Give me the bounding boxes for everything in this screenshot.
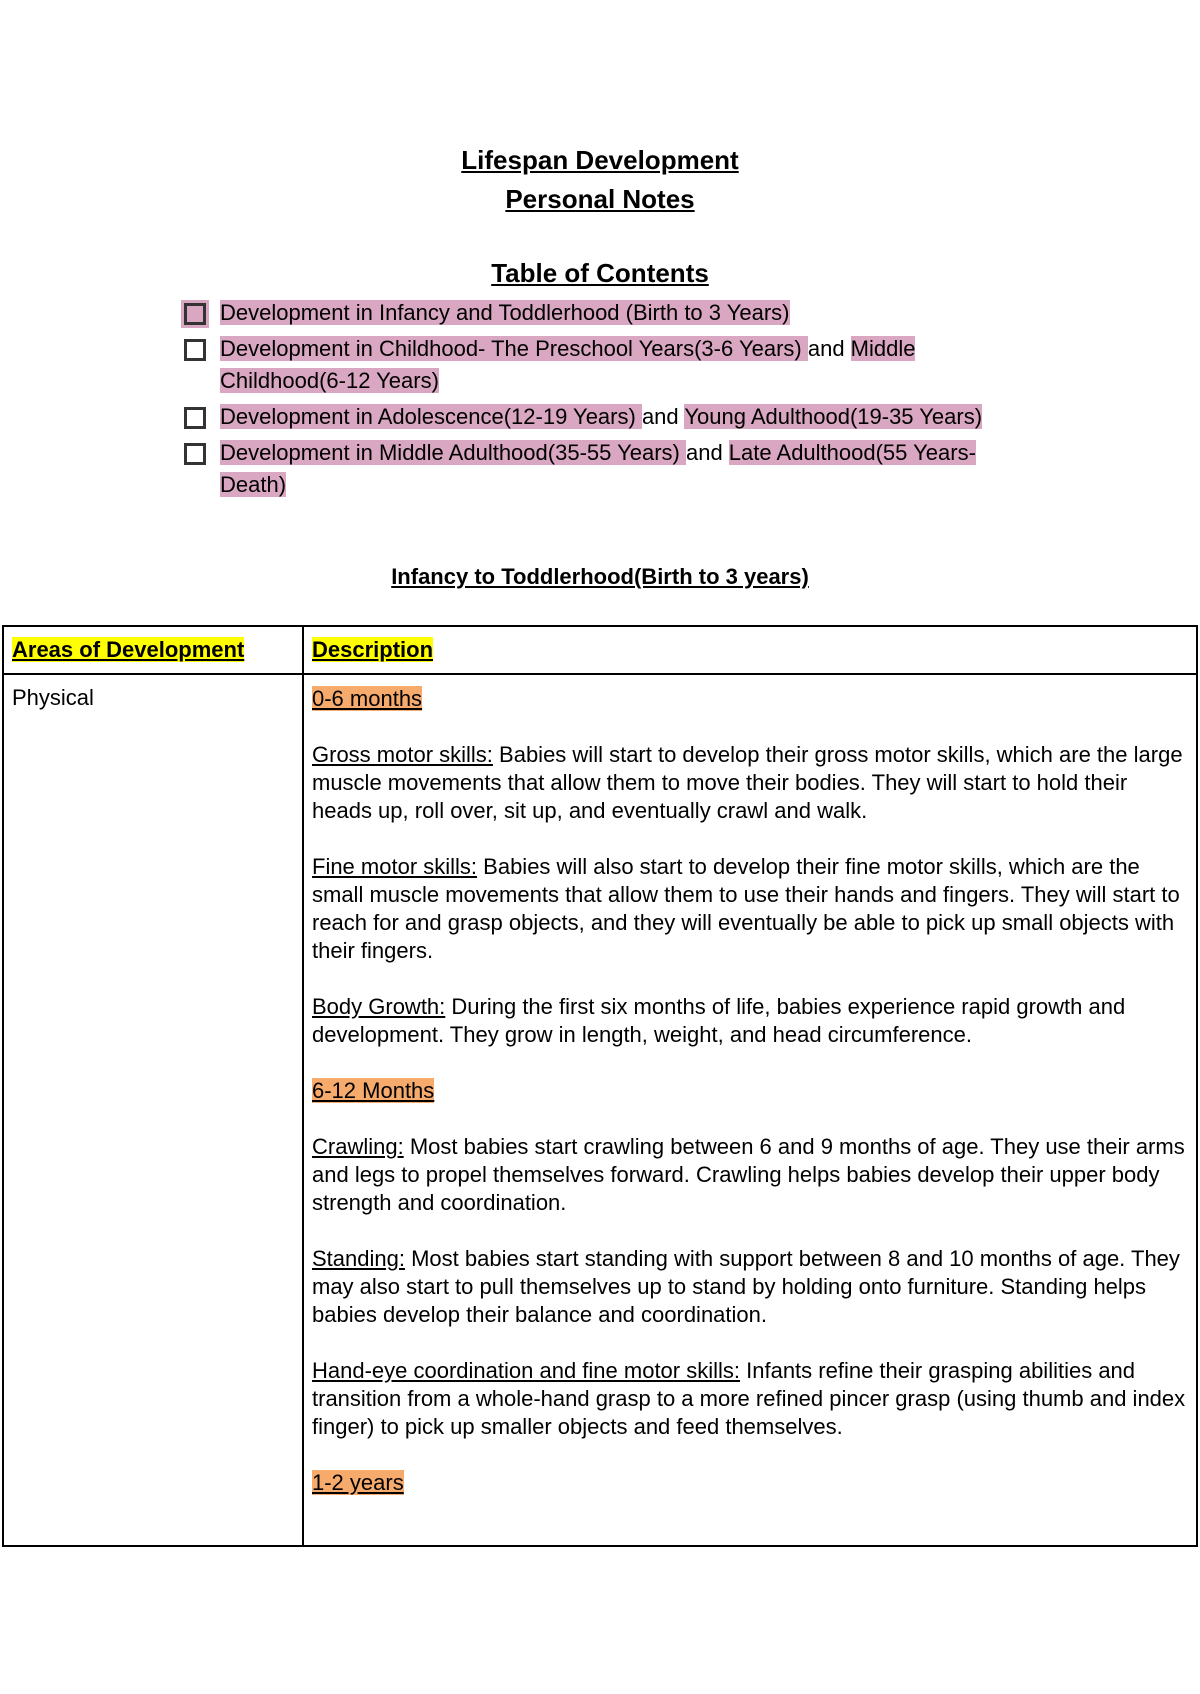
term-text: Babies will also start to develop their fine motor skills, which are the small muscle movements that allow them to use their hands and fingers. They will start to reach for and grasp objects, and they will eventually be able to pick up small objects with their fingers. <box>312 854 1180 963</box>
paragraph-crawling <box>312 1133 1188 1217</box>
checkbox-icon[interactable] <box>184 443 206 465</box>
toc-item-part: Middle Childhood(6-12 Years) <box>220 336 916 393</box>
term-label: Body Growth: <box>312 994 446 1019</box>
paragraph-hand-eye <box>312 1357 1188 1441</box>
toc-item[interactable] <box>184 401 1004 433</box>
description-cell <box>303 674 1197 1546</box>
paragraph-gross-motor <box>312 741 1188 825</box>
checkbox-icon[interactable] <box>184 407 206 429</box>
term-text: Infants refine their grasping abilities and transition from a whole-hand grasp to a more refined pincer grasp (using thumb and index finger) to pick up smaller objects and feed themselves. <box>312 1358 1186 1439</box>
term-label: Hand-eye coordination and fine motor skills: <box>312 1358 741 1383</box>
toc-item-text <box>220 333 1004 397</box>
term-label: Standing: <box>312 1246 405 1271</box>
toc-item-part: and <box>685 440 729 465</box>
toc-item-part: Development in Adolescence(12-19 Years) <box>220 404 642 429</box>
header-areas-label: Areas of Development <box>12 637 245 662</box>
document-title: Lifespan Development <box>461 145 739 175</box>
toc-item-part: and <box>807 336 851 361</box>
term-text: During the first six months of life, babies experience rapid growth and development. They grow in length, weight, and head circumference. <box>312 994 1126 1047</box>
toc-item-text <box>220 437 1004 501</box>
toc-item[interactable] <box>184 333 1004 397</box>
term-label: Gross motor skills: <box>312 742 493 767</box>
table-of-contents <box>184 297 1004 505</box>
term-text: Most babies start crawling between 6 and 9 months of age. They use their arms and legs to propel themselves forward. Crawling helps babies develop their upper body strength and coordination. <box>312 1134 1185 1215</box>
toc-item-part: Development in Childhood- The Preschool Years(3-6 Years) <box>220 336 808 361</box>
term-text: Most babies start standing with support between 8 and 10 months of age. They may also start to pull themselves up to stand by holding onto furniture. Standing helps babies develop their balance and coordination. <box>312 1246 1180 1327</box>
toc-item[interactable] <box>184 437 1004 501</box>
toc-item-text <box>220 297 1004 329</box>
age-range-label: 1-2 years <box>312 1470 404 1495</box>
term-text: Babies will start to develop their gross motor skills, which are the large muscle movements that allow them to move their bodies. They will start to hold their heads up, roll over, sit up, and eventually crawl and walk. <box>312 742 1183 823</box>
toc-item-part: and <box>641 404 685 429</box>
header-cell-areas <box>3 626 303 674</box>
paragraph-body-growth <box>312 993 1188 1049</box>
checkbox-icon[interactable] <box>184 339 206 361</box>
toc-item-part: Young Adulthood(19-35 Years) <box>684 404 983 429</box>
toc-item-part: Development in Middle Adulthood(35-55 Years) <box>220 440 686 465</box>
development-table <box>2 625 1198 1547</box>
paragraph-standing <box>312 1245 1188 1329</box>
paragraph-fine-motor <box>312 853 1188 965</box>
age-range-label: 0-6 months <box>312 686 423 711</box>
toc-item-text <box>220 401 1004 433</box>
term-label: Fine motor skills: <box>312 854 478 879</box>
table-header-row <box>3 626 1197 674</box>
header-cell-description <box>303 626 1197 674</box>
document-subtitle: Personal Notes <box>505 184 695 214</box>
toc-item[interactable] <box>184 297 1004 329</box>
section-heading: Infancy to Toddlerhood(Birth to 3 years) <box>391 564 809 589</box>
toc-item-part: Development in Infancy and Toddlerhood (Birth to 3 Years) <box>220 300 790 325</box>
header-description-label: Description <box>312 637 434 662</box>
table-row <box>3 674 1197 1546</box>
checkbox-icon[interactable] <box>184 303 206 325</box>
toc-heading: Table of Contents <box>491 258 709 288</box>
age-range-label: 6-12 Months <box>312 1078 435 1103</box>
area-cell: Physical <box>3 674 303 1546</box>
toc-item-part: Late Adulthood(55 Years-Death) <box>220 440 976 497</box>
term-label: Crawling: <box>312 1134 404 1159</box>
